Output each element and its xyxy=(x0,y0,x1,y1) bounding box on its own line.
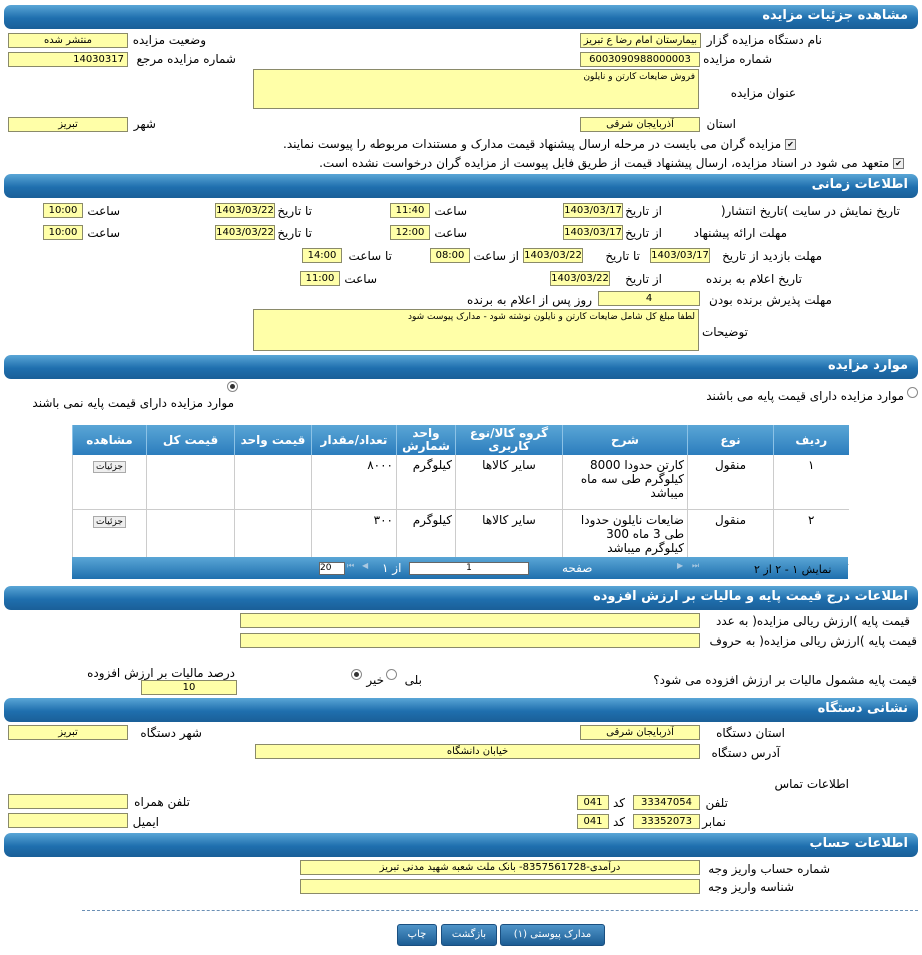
cell-type: منقول xyxy=(688,510,774,565)
publish-to-date: 1403/03/22 xyxy=(216,205,274,216)
details-button[interactable]: جزئیات xyxy=(93,516,126,528)
province-field: آذربایجان شرقی xyxy=(580,117,700,132)
col-row[interactable]: ردیف xyxy=(774,425,849,455)
cell-qty: ۸۰۰۰ xyxy=(312,455,397,510)
payment-id-label: شناسه واریز وجه xyxy=(708,880,794,894)
hour-label: ساعت xyxy=(87,204,120,218)
vat-percent-label: درصد مالیات بر ارزش افزوده xyxy=(87,666,235,680)
pager-nav-first-icon[interactable]: ⏭ xyxy=(692,561,700,570)
province-label: استان xyxy=(706,117,736,131)
pager-nav-last-icon[interactable]: ⏮ xyxy=(347,561,355,570)
phone-code-field: 041 xyxy=(577,795,609,810)
account-number-label: شماره حساب واریز وجه xyxy=(708,862,830,876)
from-hour-label: از ساعت xyxy=(473,249,519,263)
pager-nav-prev-icon[interactable]: ▶ xyxy=(677,561,684,570)
mobile-field xyxy=(8,794,128,809)
base-price-number-field xyxy=(240,613,700,628)
fax-label: نمابر xyxy=(702,815,726,829)
visit-deadline-label: مهلت بازدید از تاریخ xyxy=(722,249,822,263)
cell-index: ۱ xyxy=(774,455,849,510)
cell-unit: کیلوگرم xyxy=(397,510,456,565)
cell-unit: کیلوگرم xyxy=(397,455,456,510)
cell-unit-price xyxy=(235,455,312,510)
email-label: ایمیل xyxy=(132,815,159,829)
org-province-label: استان دستگاه xyxy=(716,726,785,740)
visit-from-date: 1403/03/17 xyxy=(651,250,709,261)
details-button[interactable]: جزئیات xyxy=(93,461,126,473)
cell-qty: ۳۰۰ xyxy=(312,510,397,565)
col-unit-price[interactable]: قیمت واحد xyxy=(235,425,312,455)
description-label: توضیحات xyxy=(701,325,748,339)
hour-label: ساعت xyxy=(344,272,377,286)
base-price-words-label: قیمت پایه )ارزش ریالی مزایده( به حروف xyxy=(709,634,917,648)
col-view[interactable]: مشاهده xyxy=(73,425,147,455)
col-total[interactable]: قیمت کل xyxy=(147,425,235,455)
radio-without-base-price[interactable] xyxy=(227,381,238,392)
to-hour-label: تا ساعت xyxy=(348,249,392,263)
hour-label: ساعت xyxy=(434,204,467,218)
number-label: شماره مزایده xyxy=(703,52,772,66)
visit-to-date: 1403/03/22 xyxy=(524,250,582,261)
attachments-button[interactable]: مدارک پیوستی (۱) xyxy=(500,924,605,946)
account-number-field: درآمدی-8357561728- بانک ملت شعبه شهید مدنی تبریز xyxy=(300,860,700,875)
contact-info-label: اطلاعات تماس xyxy=(774,777,849,791)
checkbox-attach-docs: ✔ مزایده گران می بایست در مرحله ارسال پیشنهاد قیمت مدارک و مستندات مربوطه را پیوست نمایند. xyxy=(283,137,796,151)
base-price-words-field xyxy=(240,633,700,648)
offer-to-date: 1403/03/22 xyxy=(216,227,274,238)
vat-question-label: قیمت پایه مشمول مالیات بر ارزش افزوده می شود؟ xyxy=(653,673,917,687)
pager-size-select[interactable]: 20 xyxy=(319,562,345,575)
hour-label: ساعت xyxy=(434,226,467,240)
subject-label: عنوان مزایده xyxy=(730,86,796,100)
back-button[interactable]: بازگشت xyxy=(441,924,497,946)
mobile-label: تلفن همراه xyxy=(134,795,190,809)
vat-yes-label: بلی xyxy=(404,673,422,687)
fax-code-label: کد xyxy=(612,815,625,829)
city-label: شهر xyxy=(133,117,156,131)
publish-from-date: 1403/03/17 xyxy=(564,205,622,216)
publish-to-time: 10:00 xyxy=(43,203,83,218)
table-pager xyxy=(72,557,848,579)
publish-from-time: 11:40 xyxy=(390,203,430,218)
without-base-price-label: موارد مزایده دارای قیمت پایه نمی باشند xyxy=(32,396,234,410)
items-table xyxy=(72,425,849,565)
col-desc[interactable]: شرح xyxy=(563,425,688,455)
col-group[interactable]: گروه کالا/نوع کاربری xyxy=(456,425,563,455)
publish-date-label: تاریخ نمایش در سایت )تاریخ انتشار( xyxy=(720,204,900,218)
radio-vat-no[interactable] xyxy=(351,669,362,680)
section-header-base-price: اطلاعات درج قیمت پایه و مالیات بر ارزش افزوده xyxy=(4,586,918,610)
from-date-label: از تاریخ xyxy=(625,226,662,240)
col-type[interactable]: نوع xyxy=(688,425,774,455)
payment-id-field xyxy=(300,879,700,894)
section-header-time: اطلاعات زمانی xyxy=(4,174,918,198)
checkbox-icon: ✔ xyxy=(893,158,904,169)
org-field: بیمارستان امام رضا ع تبریز xyxy=(580,33,701,48)
announce-time: 11:00 xyxy=(300,271,340,286)
cell-desc: ضایعات نایلون حدودا طی 3 ماه 300 کیلوگرم میباشد xyxy=(563,510,688,565)
section-header-details: مشاهده جزئیات مزایده xyxy=(4,5,918,29)
vat-no-label: خیر xyxy=(366,673,384,687)
checkbox-commit: ✔ متعهد می شود در اسناد مزایده، ارسال پیشنهاد قیمت از طریق فایل پیوست از مزایده گران درخواست نشده است. xyxy=(319,156,904,170)
to-date-label: تا تاریخ xyxy=(277,204,312,218)
section-header-account: اطلاعات حساب xyxy=(4,833,918,857)
offer-to-time: 10:00 xyxy=(43,225,83,240)
cell-group: سایر کالاها xyxy=(456,510,563,565)
fax-field: 33352073 xyxy=(633,814,700,829)
cell-index: ۲ xyxy=(774,510,849,565)
offer-from-date: 1403/03/17 xyxy=(564,227,622,238)
accept-deadline-label: مهلت پذیرش برنده بودن xyxy=(709,293,832,307)
phone-field: 33347054 xyxy=(633,795,700,810)
cell-type: منقول xyxy=(688,455,774,510)
pager-info: نمایش ۱ - ۲ از ۲ xyxy=(754,563,832,576)
visit-from-time: 08:00 xyxy=(430,248,470,263)
announce-date: 1403/03/22 xyxy=(551,273,609,284)
org-address-field: خیابان دانشگاه xyxy=(255,744,700,759)
from-date-label: از تاریخ xyxy=(625,204,662,218)
status-field: منتشر شده xyxy=(8,33,128,48)
table-row xyxy=(73,455,849,510)
pager-page-input[interactable]: 1 xyxy=(409,562,529,575)
phone-label: تلفن xyxy=(705,796,728,810)
to-date-label: تا تاریخ xyxy=(277,226,312,240)
fax-code-field: 041 xyxy=(577,814,609,829)
pager-nav-next-icon[interactable]: ◀ xyxy=(362,561,369,570)
ref-number-field: 14030317 xyxy=(8,52,128,67)
org-address-label: آدرس دستگاه xyxy=(711,746,780,760)
email-field xyxy=(8,813,128,828)
base-price-number-label: قیمت پایه )ارزش ریالی مزایده( به عدد xyxy=(715,614,910,628)
col-qty[interactable]: تعداد/مقدار xyxy=(312,425,397,455)
from-date-label: از تاریخ xyxy=(625,272,662,286)
offer-from-time: 12:00 xyxy=(390,225,430,240)
org-province-field: آذربایجان شرقی xyxy=(580,725,700,740)
offer-deadline-label: مهلت ارائه پیشنهاد xyxy=(693,226,787,240)
cell-desc: کارتن حدودا 8000 کیلوگرم طی سه ماه میباشد xyxy=(563,455,688,510)
winner-announce-label: تاریخ اعلام به برنده xyxy=(705,272,802,286)
org-city-field: تبریز xyxy=(8,725,128,740)
status-label: وضعیت مزایده xyxy=(132,33,206,47)
radio-vat-yes[interactable] xyxy=(386,669,397,680)
pager-page-label: صفحه xyxy=(562,561,593,575)
days-suffix-label: روز پس از اعلام به برنده xyxy=(467,293,592,307)
org-label: نام دستگاه مزایده گزار xyxy=(706,33,822,47)
cell-total xyxy=(147,455,235,510)
checkbox-icon: ✔ xyxy=(785,139,796,150)
city-field: تبریز xyxy=(8,117,128,132)
accept-days-field: 4 xyxy=(598,291,700,306)
number-field: 6003090988000003 xyxy=(580,52,700,67)
visit-to-time: 14:00 xyxy=(302,248,342,263)
cell-group: سایر کالاها xyxy=(456,455,563,510)
ref-number-label: شماره مزایده مرجع xyxy=(136,52,236,66)
subject-field: فروش ضایعات کارتن و نایلون xyxy=(253,69,699,109)
description-field: لطفا مبلغ کل شامل ضایعات کارتن و نایلون نوشته شود - مدارک پیوست شود xyxy=(253,309,699,351)
with-base-price-label: موارد مزایده دارای قیمت پایه می باشند xyxy=(706,389,904,403)
phone-code-label: کد xyxy=(612,796,625,810)
section-header-items: موارد مزایده xyxy=(4,355,918,379)
hour-label: ساعت xyxy=(87,226,120,240)
print-button[interactable]: چاپ xyxy=(397,924,437,946)
to-date-label: تا تاریخ xyxy=(605,249,640,263)
radio-with-base-price[interactable] xyxy=(907,387,918,398)
divider xyxy=(82,910,918,911)
pager-of-label: از ۱ xyxy=(382,561,402,575)
vat-percent-field: 10 xyxy=(141,680,237,695)
org-city-label: شهر دستگاه xyxy=(140,726,202,740)
section-header-address: نشانی دستگاه xyxy=(4,698,918,722)
col-unit[interactable]: واحد شمارش xyxy=(397,425,456,455)
